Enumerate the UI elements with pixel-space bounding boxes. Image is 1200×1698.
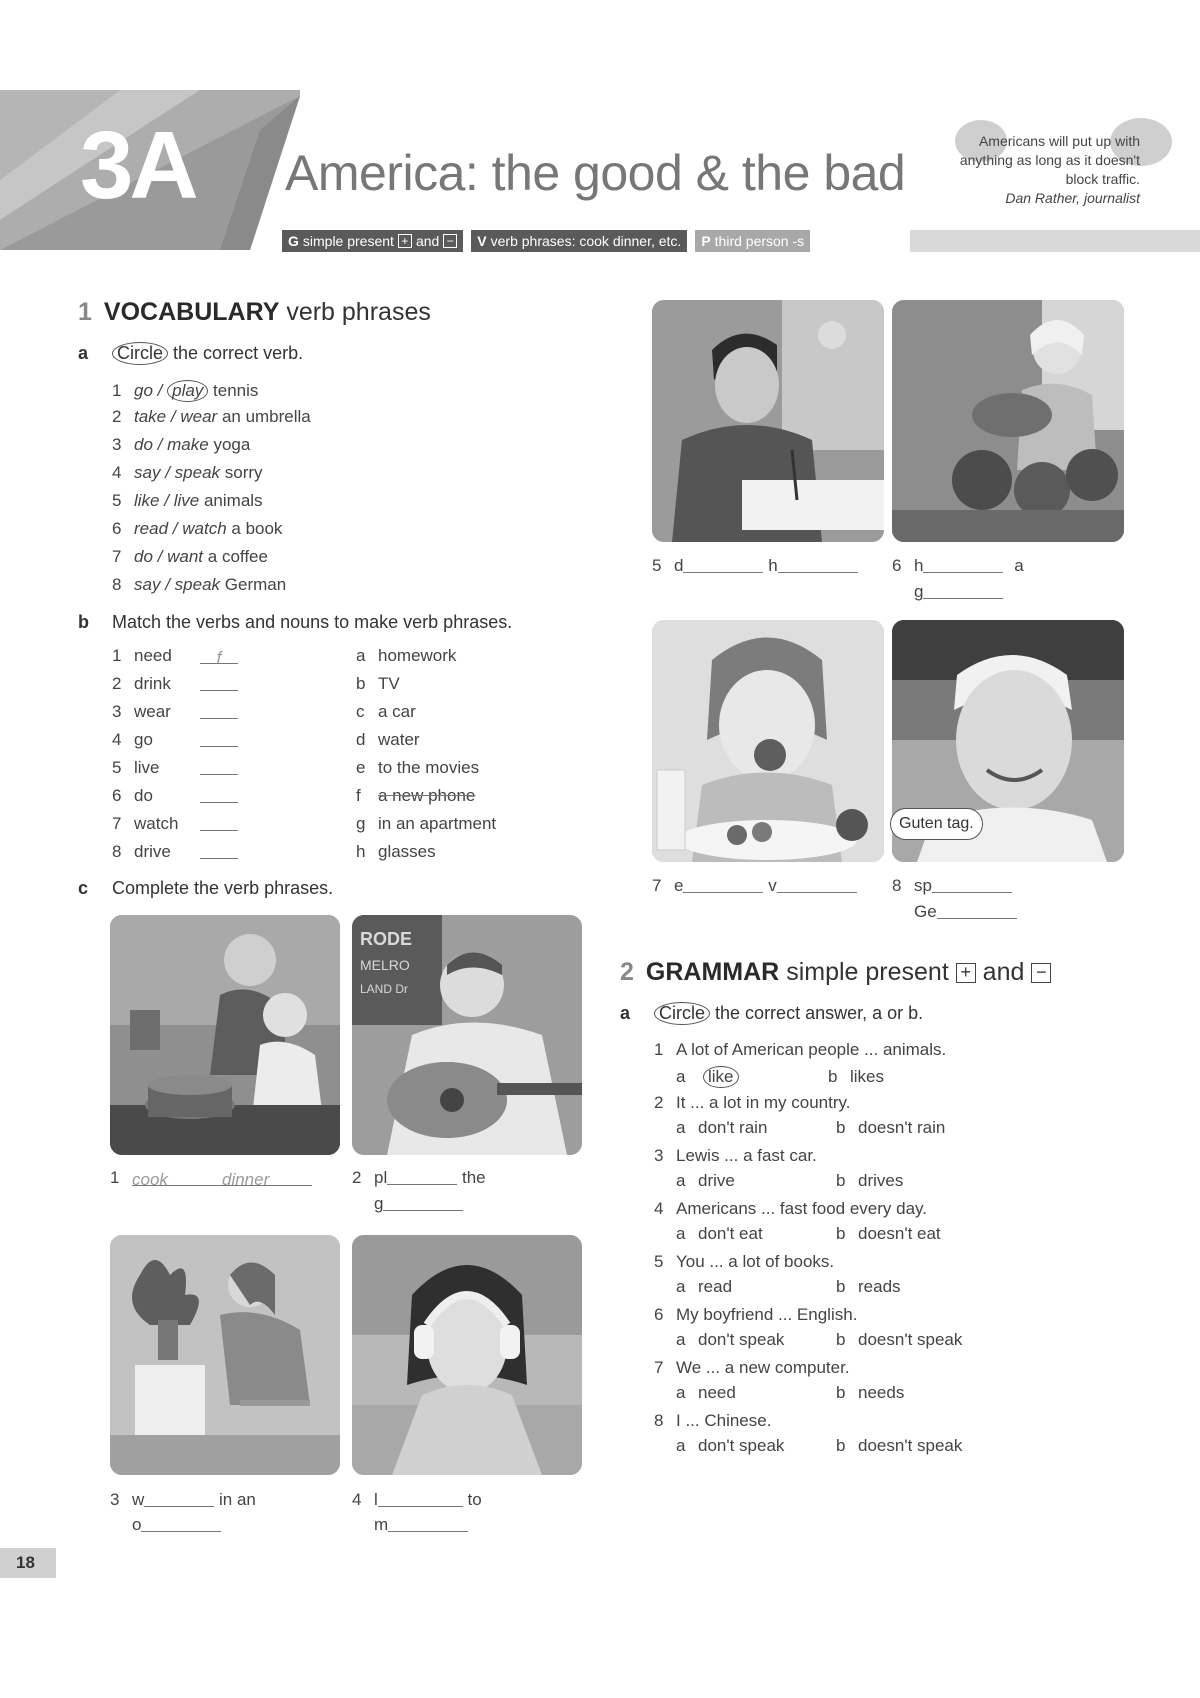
quote xyxy=(950,132,1140,208)
answer-blank[interactable]: cook xyxy=(132,1170,222,1186)
topic-and: and xyxy=(415,233,440,249)
answer-blank[interactable] xyxy=(383,1195,463,1211)
grammar-task-a-instruction xyxy=(620,1002,923,1025)
answer-blank[interactable] xyxy=(378,1491,463,1507)
match-verb: 2 drink xyxy=(112,674,238,694)
plus-box-icon: + xyxy=(956,963,976,983)
caption-3-line2: o xyxy=(132,1515,221,1535)
match-noun: c a car xyxy=(356,702,416,721)
section-subtitle: simple present xyxy=(786,958,949,986)
answer-blank[interactable] xyxy=(200,759,238,775)
vocabulary-heading xyxy=(78,298,431,327)
section-subtitle: verb phrases xyxy=(286,298,431,326)
grammar-heading xyxy=(620,958,1051,987)
quote-text: Americans will put up with anything as long as it doesn't block traffic. xyxy=(959,133,1140,187)
photo-cooking xyxy=(110,915,340,1155)
vocab-a-item: 6 read / watch a book xyxy=(112,519,283,538)
circled-answer[interactable]: like xyxy=(703,1066,739,1088)
circled-word: Circle xyxy=(112,342,168,365)
caption-3: 3 w in an xyxy=(110,1490,256,1509)
task-letter: b xyxy=(78,612,89,632)
vocab-a-item: 4 say / speak sorry xyxy=(112,463,263,482)
grammar-options: a don't rain b doesn't rain xyxy=(676,1118,946,1137)
match-noun: f a new phone xyxy=(356,786,476,805)
answer-blank[interactable]: dinner xyxy=(222,1170,312,1186)
topic-bar xyxy=(282,230,810,252)
grammar-question: 8 I ... Chinese. xyxy=(654,1411,772,1430)
section-number: 2 xyxy=(620,958,634,986)
match-verb: 4 go xyxy=(112,730,238,750)
topic-key: G xyxy=(288,233,299,249)
task-letter: a xyxy=(620,1003,631,1023)
instruction-text: the correct answer, a or b. xyxy=(715,1003,924,1023)
caption-6-line2: g xyxy=(914,582,1003,602)
vocab-a-item: 1 go / play tennis xyxy=(112,381,259,400)
topic-key: P xyxy=(701,233,711,249)
answer-blank[interactable] xyxy=(923,583,1003,599)
caption-4: 4 l to xyxy=(352,1490,482,1509)
speech-bubble: Guten tag. xyxy=(890,808,983,840)
answer-blank[interactable] xyxy=(777,877,857,893)
task-letter: a xyxy=(78,343,89,363)
instruction-text: Complete the verb phrases. xyxy=(112,878,334,898)
grammar-question: 5 You ... a lot of books. xyxy=(654,1252,835,1271)
page-number: 18 xyxy=(0,1548,56,1578)
photo-apartment xyxy=(110,1235,340,1475)
svg-text:RODE: RODE xyxy=(360,929,413,949)
caption-8: 8 sp xyxy=(892,876,1012,896)
circled-word: Circle xyxy=(654,1002,710,1025)
grammar-question: 7 We ... a new computer. xyxy=(654,1358,850,1377)
grammar-options: a don't speak b doesn't speak xyxy=(676,1436,963,1455)
task-c-instruction xyxy=(78,878,333,899)
match-noun: g in an apartment xyxy=(356,814,497,833)
vocab-a-item: 7 do / want a coffee xyxy=(112,547,268,566)
topic-grammar xyxy=(282,230,463,252)
vocab-a-item: 8 say / speak German xyxy=(112,575,287,594)
match-noun: e to the movies xyxy=(356,758,480,777)
topic-rule xyxy=(910,230,1200,252)
unit-number: 3A xyxy=(80,112,195,219)
plus-box-icon: + xyxy=(398,234,412,248)
grammar-options: a read b reads xyxy=(676,1277,901,1296)
grammar-options: a like b likes xyxy=(676,1067,885,1086)
minus-box-icon: − xyxy=(443,234,457,248)
answer-blank[interactable] xyxy=(200,675,238,691)
topic-key: V xyxy=(477,233,487,249)
grammar-options: a don't eat b doesn't eat xyxy=(676,1224,941,1243)
task-b-instruction xyxy=(78,612,512,633)
topic-pronunciation xyxy=(695,230,810,252)
grammar-options: a need b needs xyxy=(676,1383,905,1402)
answer-blank[interactable] xyxy=(683,557,763,573)
answer-blank[interactable] xyxy=(200,703,238,719)
instruction-text: Match the verbs and nouns to make verb phrases. xyxy=(112,612,513,632)
answer-blank[interactable] xyxy=(388,1516,468,1532)
topic-vocabulary xyxy=(471,230,687,252)
task-letter: c xyxy=(78,878,89,898)
answer-blank[interactable] xyxy=(923,557,1003,573)
photo-garden xyxy=(892,300,1124,542)
match-noun: a homework xyxy=(356,646,457,665)
vocab-a-item: 2 take / wear an umbrella xyxy=(112,407,311,426)
match-verb: 3 wear xyxy=(112,702,238,722)
answer-blank[interactable] xyxy=(200,787,238,803)
answer-blank[interactable] xyxy=(937,903,1017,919)
caption-4-line2: m xyxy=(374,1515,468,1535)
vocab-a-item: 5 like / live animals xyxy=(112,491,263,510)
topic-text: verb phrases: cook dinner, etc. xyxy=(490,233,682,249)
answer-blank[interactable] xyxy=(200,731,238,747)
grammar-question: 2 It ... a lot in my country. xyxy=(654,1093,851,1112)
minus-box-icon: − xyxy=(1031,963,1051,983)
quote-author: Dan Rather, journalist xyxy=(1005,190,1140,206)
answer-blank[interactable] xyxy=(932,877,1012,893)
topic-text: third person -s xyxy=(714,233,805,249)
match-verb: 7 watch xyxy=(112,814,238,834)
grammar-question: 6 My boyfriend ... English. xyxy=(654,1305,858,1324)
caption-7: 7 e v xyxy=(652,876,857,896)
match-noun: b TV xyxy=(356,674,400,693)
svg-text:LAND Dr: LAND Dr xyxy=(360,982,409,996)
answer-blank[interactable] xyxy=(141,1516,221,1532)
grammar-question: 3 Lewis ... a fast car. xyxy=(654,1146,817,1165)
match-verb: 6 do xyxy=(112,786,238,806)
instruction-text: the correct verb. xyxy=(173,343,304,363)
answer-blank[interactable] xyxy=(200,843,238,859)
page-title: America: the good & the bad xyxy=(285,145,906,201)
section-and: and xyxy=(982,958,1025,986)
grammar-question: 4 Americans ... fast food every day. xyxy=(654,1199,928,1218)
section-name: GRAMMAR xyxy=(645,958,780,986)
grammar-question: 1 A lot of American people ... animals. xyxy=(654,1040,947,1059)
caption-1: 1 cook dinner xyxy=(110,1168,312,1188)
match-noun: h glasses xyxy=(356,842,436,861)
match-verb: 5 live xyxy=(112,758,238,778)
caption-2: 2 pl the xyxy=(352,1168,486,1187)
photo-vegetables xyxy=(652,620,884,862)
answer-blank[interactable] xyxy=(778,557,858,573)
answer-blank[interactable]: f xyxy=(200,648,238,664)
topic-text: simple present xyxy=(302,233,394,249)
task-a-instruction xyxy=(78,342,303,365)
section-number: 1 xyxy=(78,298,92,326)
caption-8-line2: Ge xyxy=(914,902,1017,922)
match-verb: 1 need f xyxy=(112,646,238,666)
svg-text:MELRO: MELRO xyxy=(360,957,410,973)
section-name: VOCABULARY xyxy=(103,298,280,326)
match-noun: d water xyxy=(356,730,420,749)
caption-5: 5 d h xyxy=(652,556,858,576)
photo-music xyxy=(352,1235,582,1475)
answer-blank[interactable] xyxy=(683,877,763,893)
caption-6: 6 h a xyxy=(892,556,1024,575)
grammar-options: a don't speak b doesn't speak xyxy=(676,1330,963,1349)
answer-blank[interactable] xyxy=(387,1169,457,1185)
caption-2-line2: g xyxy=(374,1194,463,1214)
answer-blank[interactable] xyxy=(200,815,238,831)
photo-guitar xyxy=(352,915,582,1155)
photo-homework xyxy=(652,300,884,542)
vocab-a-item: 3 do / make yoga xyxy=(112,435,251,454)
match-verb: 8 drive xyxy=(112,842,238,862)
answer-blank[interactable] xyxy=(144,1491,214,1507)
grammar-options: a drive b drives xyxy=(676,1171,904,1190)
circled-answer[interactable]: play xyxy=(167,380,208,402)
